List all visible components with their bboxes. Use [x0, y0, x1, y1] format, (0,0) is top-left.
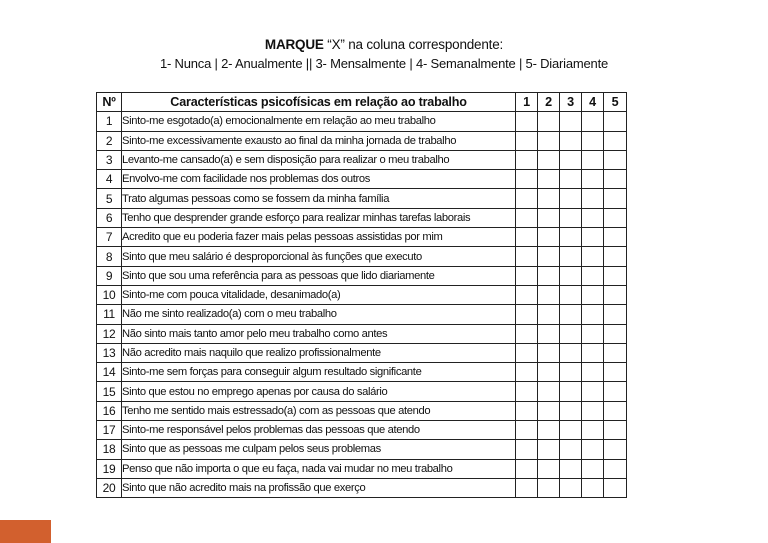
row-statement: Sinto que as pessoas me culpam pelos seus problemas	[122, 440, 516, 459]
instructions-title-bold: MARQUE	[264, 37, 324, 52]
answer-cell-option-1[interactable]	[516, 324, 538, 343]
header-option-2: 2	[538, 93, 560, 112]
answer-cell-option-5[interactable]	[604, 363, 627, 382]
answer-cell-option-4[interactable]	[582, 440, 604, 459]
answer-cell-option-2[interactable]	[538, 266, 560, 285]
answer-cell-option-2[interactable]	[538, 247, 560, 266]
table-header-row	[97, 93, 627, 112]
answer-cell-option-3[interactable]	[560, 459, 582, 478]
answer-cell-option-3[interactable]	[560, 343, 582, 362]
answer-cell-option-4[interactable]	[582, 478, 604, 497]
table-row	[97, 228, 627, 247]
row-number: 4	[97, 170, 122, 189]
row-statement: Sinto que sou uma referência para as pessoas que lido diariamente	[122, 266, 516, 285]
answer-cell-option-1[interactable]	[516, 421, 538, 440]
answer-cell-option-3[interactable]	[560, 440, 582, 459]
table-row	[97, 208, 627, 227]
row-number: 14	[97, 363, 122, 382]
answer-cell-option-5[interactable]	[604, 247, 627, 266]
answer-cell-option-4[interactable]	[582, 382, 604, 401]
row-statement: Levanto-me cansado(a) e sem disposição para realizar o meu trabalho	[122, 150, 516, 169]
row-number: 19	[97, 459, 122, 478]
answer-cell-option-2[interactable]	[538, 112, 560, 131]
answer-cell-option-5[interactable]	[604, 112, 627, 131]
table-row	[97, 285, 627, 304]
answer-cell-option-2[interactable]	[538, 343, 560, 362]
row-statement: Sinto que meu salário é desproporcional às funções que executo	[122, 247, 516, 266]
answer-cell-option-4[interactable]	[582, 150, 604, 169]
table-row	[97, 266, 627, 285]
row-statement: Sinto que não acredito mais na profissão que exerço	[122, 478, 516, 497]
answer-cell-option-1[interactable]	[516, 363, 538, 382]
table-body	[97, 112, 627, 498]
row-number: 18	[97, 440, 122, 459]
answer-cell-option-2[interactable]	[538, 285, 560, 304]
answer-cell-option-4[interactable]	[582, 305, 604, 324]
header-number: Nº	[97, 93, 122, 112]
answer-cell-option-1[interactable]	[516, 440, 538, 459]
answer-cell-option-5[interactable]	[604, 382, 627, 401]
answer-cell-option-4[interactable]	[582, 343, 604, 362]
answer-cell-option-3[interactable]	[560, 266, 582, 285]
row-number: 7	[97, 228, 122, 247]
answer-cell-option-3[interactable]	[560, 382, 582, 401]
row-statement: Sinto-me esgotado(a) emocionalmente em relação ao meu trabalho	[122, 112, 516, 131]
row-number: 6	[97, 208, 122, 227]
answer-cell-option-4[interactable]	[582, 401, 604, 420]
answer-cell-option-1[interactable]	[516, 112, 538, 131]
row-number: 20	[97, 478, 122, 497]
row-statement: Sinto-me sem forças para conseguir algum resultado significante	[122, 363, 516, 382]
row-statement: Acredito que eu poderia fazer mais pelas pessoas assistidas por mim	[122, 228, 516, 247]
table-row	[97, 478, 627, 497]
answer-cell-option-3[interactable]	[560, 247, 582, 266]
answer-cell-option-1[interactable]	[516, 401, 538, 420]
table-row	[97, 170, 627, 189]
answer-cell-option-1[interactable]	[516, 150, 538, 169]
answer-cell-option-4[interactable]	[582, 247, 604, 266]
instructions-title-rest: “X” na coluna correspondente:	[323, 37, 504, 52]
table-row	[97, 382, 627, 401]
answer-cell-option-2[interactable]	[538, 208, 560, 227]
answer-cell-option-5[interactable]	[604, 421, 627, 440]
answer-cell-option-1[interactable]	[516, 305, 538, 324]
answer-cell-option-5[interactable]	[604, 459, 627, 478]
answer-cell-option-3[interactable]	[560, 478, 582, 497]
questionnaire-table	[96, 92, 627, 498]
row-statement: Não sinto mais tanto amor pelo meu trabalho como antes	[122, 324, 516, 343]
answer-cell-option-1[interactable]	[516, 189, 538, 208]
answer-cell-option-4[interactable]	[582, 228, 604, 247]
row-number: 16	[97, 401, 122, 420]
table-row	[97, 189, 627, 208]
answer-cell-option-2[interactable]	[538, 189, 560, 208]
row-number: 2	[97, 131, 122, 150]
row-statement: Não acredito mais naquilo que realizo profissionalmente	[122, 343, 516, 362]
row-statement: Trato algumas pessoas como se fossem da minha família	[122, 189, 516, 208]
answer-cell-option-2[interactable]	[538, 440, 560, 459]
answer-cell-option-5[interactable]	[604, 401, 627, 420]
answer-cell-option-5[interactable]	[604, 150, 627, 169]
scale-legend: 1- Nunca | 2- Anualmente || 3- Mensalmente | 4- Semanalmente | 5- Diariamente	[159, 56, 609, 71]
table-row	[97, 440, 627, 459]
row-number: 11	[97, 305, 122, 324]
answer-cell-option-4[interactable]	[582, 363, 604, 382]
answer-cell-option-1[interactable]	[516, 459, 538, 478]
answer-cell-option-2[interactable]	[538, 421, 560, 440]
row-number: 10	[97, 285, 122, 304]
accent-corner-block	[0, 520, 51, 543]
answer-cell-option-4[interactable]	[582, 421, 604, 440]
header-option-3: 3	[560, 93, 582, 112]
answer-cell-option-5[interactable]	[604, 189, 627, 208]
table-row	[97, 324, 627, 343]
answer-cell-option-4[interactable]	[582, 170, 604, 189]
answer-cell-option-5[interactable]	[604, 343, 627, 362]
answer-cell-option-1[interactable]	[516, 170, 538, 189]
answer-cell-option-4[interactable]	[582, 208, 604, 227]
answer-cell-option-3[interactable]	[560, 305, 582, 324]
answer-cell-option-1[interactable]	[516, 266, 538, 285]
header-option-4: 4	[582, 93, 604, 112]
row-statement: Penso que não importa o que eu faça, nada vai mudar no meu trabalho	[122, 459, 516, 478]
answer-cell-option-1[interactable]	[516, 343, 538, 362]
answer-cell-option-1[interactable]	[516, 382, 538, 401]
row-number: 3	[97, 150, 122, 169]
answer-cell-option-3[interactable]	[560, 189, 582, 208]
answer-cell-option-1[interactable]	[516, 285, 538, 304]
answer-cell-option-5[interactable]	[604, 266, 627, 285]
answer-cell-option-4[interactable]	[582, 459, 604, 478]
row-number: 9	[97, 266, 122, 285]
table-row	[97, 459, 627, 478]
table-row	[97, 401, 627, 420]
row-number: 8	[97, 247, 122, 266]
row-number: 13	[97, 343, 122, 362]
answer-cell-option-4[interactable]	[582, 112, 604, 131]
answer-cell-option-2[interactable]	[538, 131, 560, 150]
answer-cell-option-3[interactable]	[560, 131, 582, 150]
answer-cell-option-3[interactable]	[560, 150, 582, 169]
row-number: 5	[97, 189, 122, 208]
answer-cell-option-2[interactable]	[538, 459, 560, 478]
answer-cell-option-2[interactable]	[538, 401, 560, 420]
row-statement: Sinto-me com pouca vitalidade, desanimado(a)	[122, 285, 516, 304]
table-row	[97, 247, 627, 266]
table-row	[97, 112, 627, 131]
answer-cell-option-2[interactable]	[538, 382, 560, 401]
answer-cell-option-1[interactable]	[516, 208, 538, 227]
answer-cell-option-2[interactable]	[538, 150, 560, 169]
answer-cell-option-3[interactable]	[560, 170, 582, 189]
answer-cell-option-4[interactable]	[582, 266, 604, 285]
answer-cell-option-3[interactable]	[560, 421, 582, 440]
answer-cell-option-5[interactable]	[604, 478, 627, 497]
answer-cell-option-3[interactable]	[560, 208, 582, 227]
row-number: 1	[97, 112, 122, 131]
row-statement: Tenho me sentido mais estressado(a) com as pessoas que atendo	[122, 401, 516, 420]
table-row	[97, 305, 627, 324]
row-statement: Sinto que estou no emprego apenas por causa do salário	[122, 382, 516, 401]
row-statement: Envolvo-me com facilidade nos problemas dos outros	[122, 170, 516, 189]
answer-cell-option-5[interactable]	[604, 440, 627, 459]
header-option-1: 1	[516, 93, 538, 112]
answer-cell-option-5[interactable]	[604, 131, 627, 150]
table-row	[97, 343, 627, 362]
answer-cell-option-5[interactable]	[604, 208, 627, 227]
answer-cell-option-5[interactable]	[604, 324, 627, 343]
table-row	[97, 150, 627, 169]
answer-cell-option-5[interactable]	[604, 228, 627, 247]
answer-cell-option-4[interactable]	[582, 131, 604, 150]
instructions-title	[0, 36, 768, 54]
answer-cell-option-2[interactable]	[538, 478, 560, 497]
row-statement: Não me sinto realizado(a) com o meu trabalho	[122, 305, 516, 324]
row-number: 12	[97, 324, 122, 343]
answer-cell-option-4[interactable]	[582, 189, 604, 208]
row-statement: Sinto-me responsável pelos problemas das pessoas que atendo	[122, 421, 516, 440]
answer-cell-option-3[interactable]	[560, 363, 582, 382]
answer-cell-option-2[interactable]	[538, 228, 560, 247]
answer-cell-option-2[interactable]	[538, 305, 560, 324]
row-number: 15	[97, 382, 122, 401]
row-number: 17	[97, 421, 122, 440]
answer-cell-option-3[interactable]	[560, 324, 582, 343]
answer-cell-option-3[interactable]	[560, 285, 582, 304]
answer-cell-option-1[interactable]	[516, 228, 538, 247]
answer-cell-option-3[interactable]	[560, 228, 582, 247]
header-option-5: 5	[604, 93, 627, 112]
answer-cell-option-1[interactable]	[516, 247, 538, 266]
answer-cell-option-5[interactable]	[604, 170, 627, 189]
answer-cell-option-2[interactable]	[538, 324, 560, 343]
row-statement: Sinto-me excessivamente exausto ao final da minha jornada de trabalho	[122, 131, 516, 150]
table-row	[97, 421, 627, 440]
table-row	[97, 363, 627, 382]
answer-cell-option-3[interactable]	[560, 401, 582, 420]
answer-cell-option-2[interactable]	[538, 170, 560, 189]
row-statement: Tenho que desprender grande esforço para realizar minhas tarefas laborais	[122, 208, 516, 227]
answer-cell-option-4[interactable]	[582, 324, 604, 343]
answer-cell-option-2[interactable]	[538, 363, 560, 382]
answer-cell-option-1[interactable]	[516, 478, 538, 497]
answer-cell-option-1[interactable]	[516, 131, 538, 150]
answer-cell-option-5[interactable]	[604, 305, 627, 324]
table-row	[97, 131, 627, 150]
header-characteristics: Características psicofísicas em relação ao trabalho	[122, 93, 516, 112]
answer-cell-option-5[interactable]	[604, 285, 627, 304]
answer-cell-option-4[interactable]	[582, 285, 604, 304]
answer-cell-option-3[interactable]	[560, 112, 582, 131]
